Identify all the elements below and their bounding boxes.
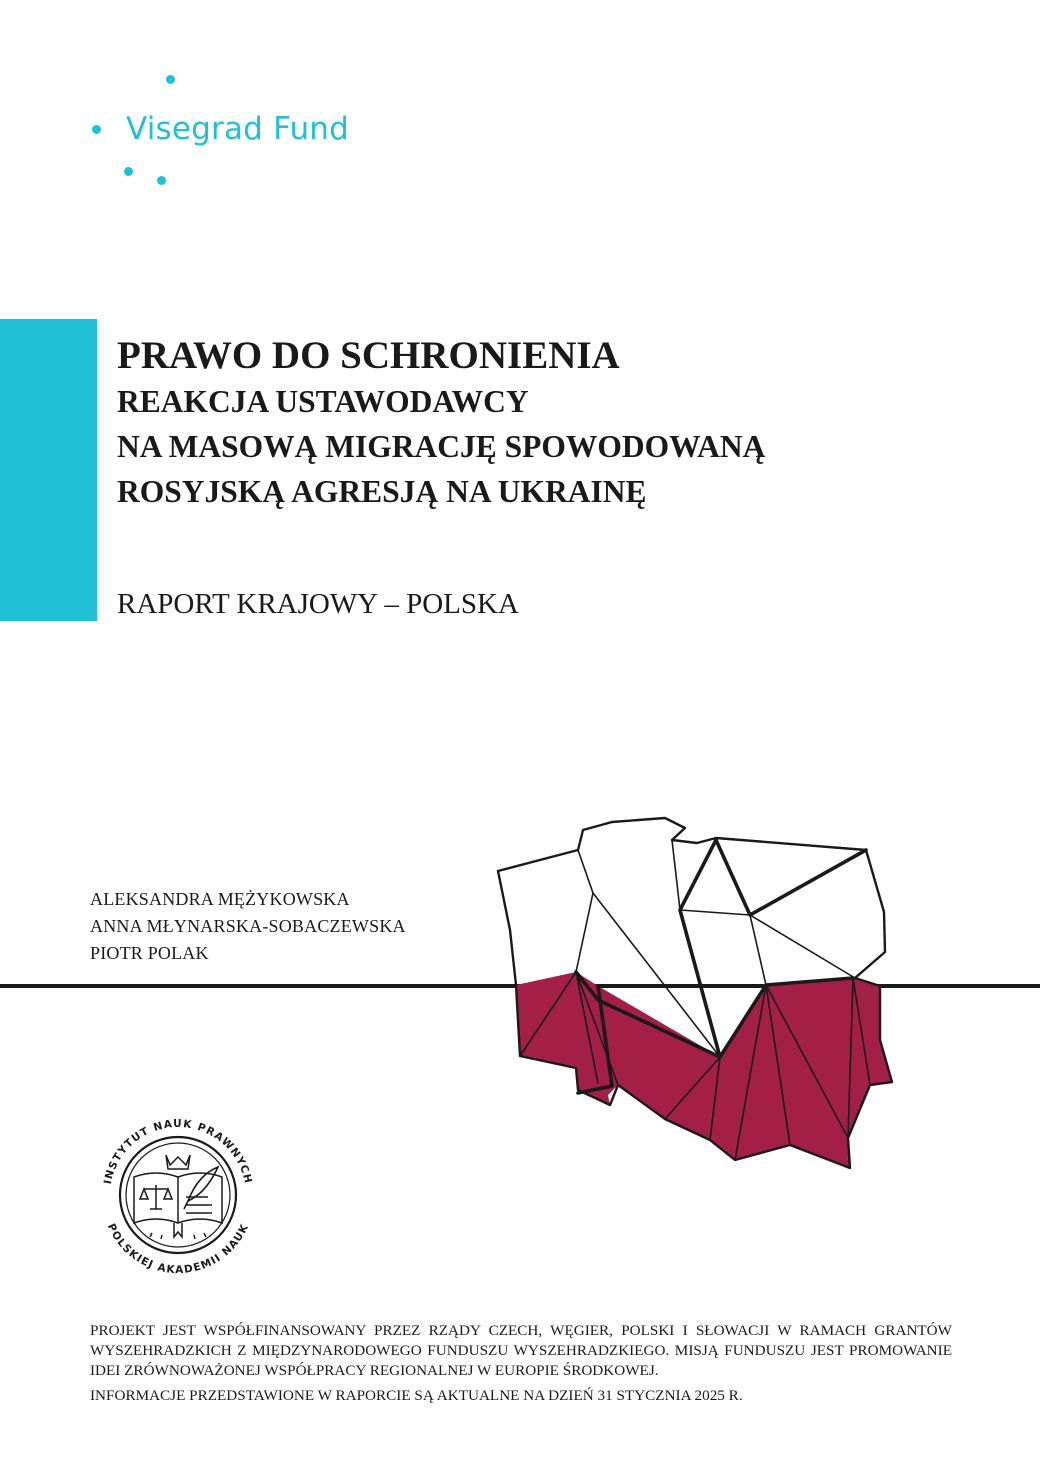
emblem-top-text: INSTYTUT NAUK PRAWNYCH — [101, 1117, 255, 1186]
logo-dot-icon — [157, 176, 166, 185]
footer — [90, 1321, 952, 1406]
horizontal-rule — [0, 984, 1040, 988]
date-note: INFORMACJE PRZEDSTAWIONE W RAPORCIE SĄ AKTUALNE NA DZIEŃ 31 STYCZNIA 2025 R. — [90, 1387, 743, 1404]
map-outline — [498, 818, 892, 1168]
logo-name: Visegrad Fund — [126, 111, 350, 147]
subtitle-line: ROSYJSKĄ AGRESJĄ NA UKRAINĘ — [117, 474, 647, 509]
visegrad-fund-logo — [86, 68, 366, 198]
map-internal-lines — [520, 840, 870, 1160]
map-thick-lines — [576, 840, 866, 1093]
scales-icon — [140, 1185, 172, 1209]
author: PIOTR POLAK — [90, 943, 209, 963]
author: ALEKSANDRA MĘŻYKOWSKA — [90, 889, 350, 909]
logo-dot-icon — [166, 75, 175, 84]
logo-dot-icon — [124, 167, 133, 176]
author-list — [90, 886, 406, 967]
title-block — [117, 333, 1017, 514]
bookmark-icon — [174, 1223, 182, 1237]
subtitle-line: REAKCJA USTAWODAWCY — [117, 384, 529, 419]
page-title: PRAWO DO SCHRONIENIA — [117, 334, 620, 377]
map-red-region — [516, 972, 892, 1168]
funding-note: PROJEKT JEST WSPÓŁFINANSOWANY PRZEZ RZĄDY CZECH, WĘGIER, POLSKI I SŁOWACJI W RAMACH GRANTÓW WYSZEHRADZKICH Z MIĘDZYNARODOWEGO FUNDUSZU WYSZEHRADZKIEGO. MISJĄ FUNDUSZU JEST PROMOWANIE IDEI ZRÓWNOWAŻONEJ WSPÓŁPRACY REGIONALNEJ W EUROPIE ŚRODKOWEJ. — [90, 1322, 952, 1379]
emblem-bottom-text: POLSKIEJ AKADEMII NAUK — [104, 1221, 252, 1277]
svg-text:INSTYTUT NAUK PRAWNYCH — [102, 1118, 254, 1185]
accent-bar — [0, 319, 97, 621]
svg-text:POLSKIEJ AKADEMII NAUK — [105, 1222, 251, 1276]
crown-icon — [166, 1155, 190, 1169]
logo-dot-icon — [92, 125, 101, 134]
report-type: RAPORT KRAJOWY – POLSKA — [117, 588, 519, 620]
subtitle-line: NA MASOWĄ MIGRACJĘ SPOWODOWANĄ — [117, 429, 766, 464]
author: ANNA MŁYNARSKA-SOBACZEWSKA — [90, 916, 406, 936]
institute-emblem — [88, 1105, 268, 1285]
emblem-rays — [150, 1233, 206, 1239]
